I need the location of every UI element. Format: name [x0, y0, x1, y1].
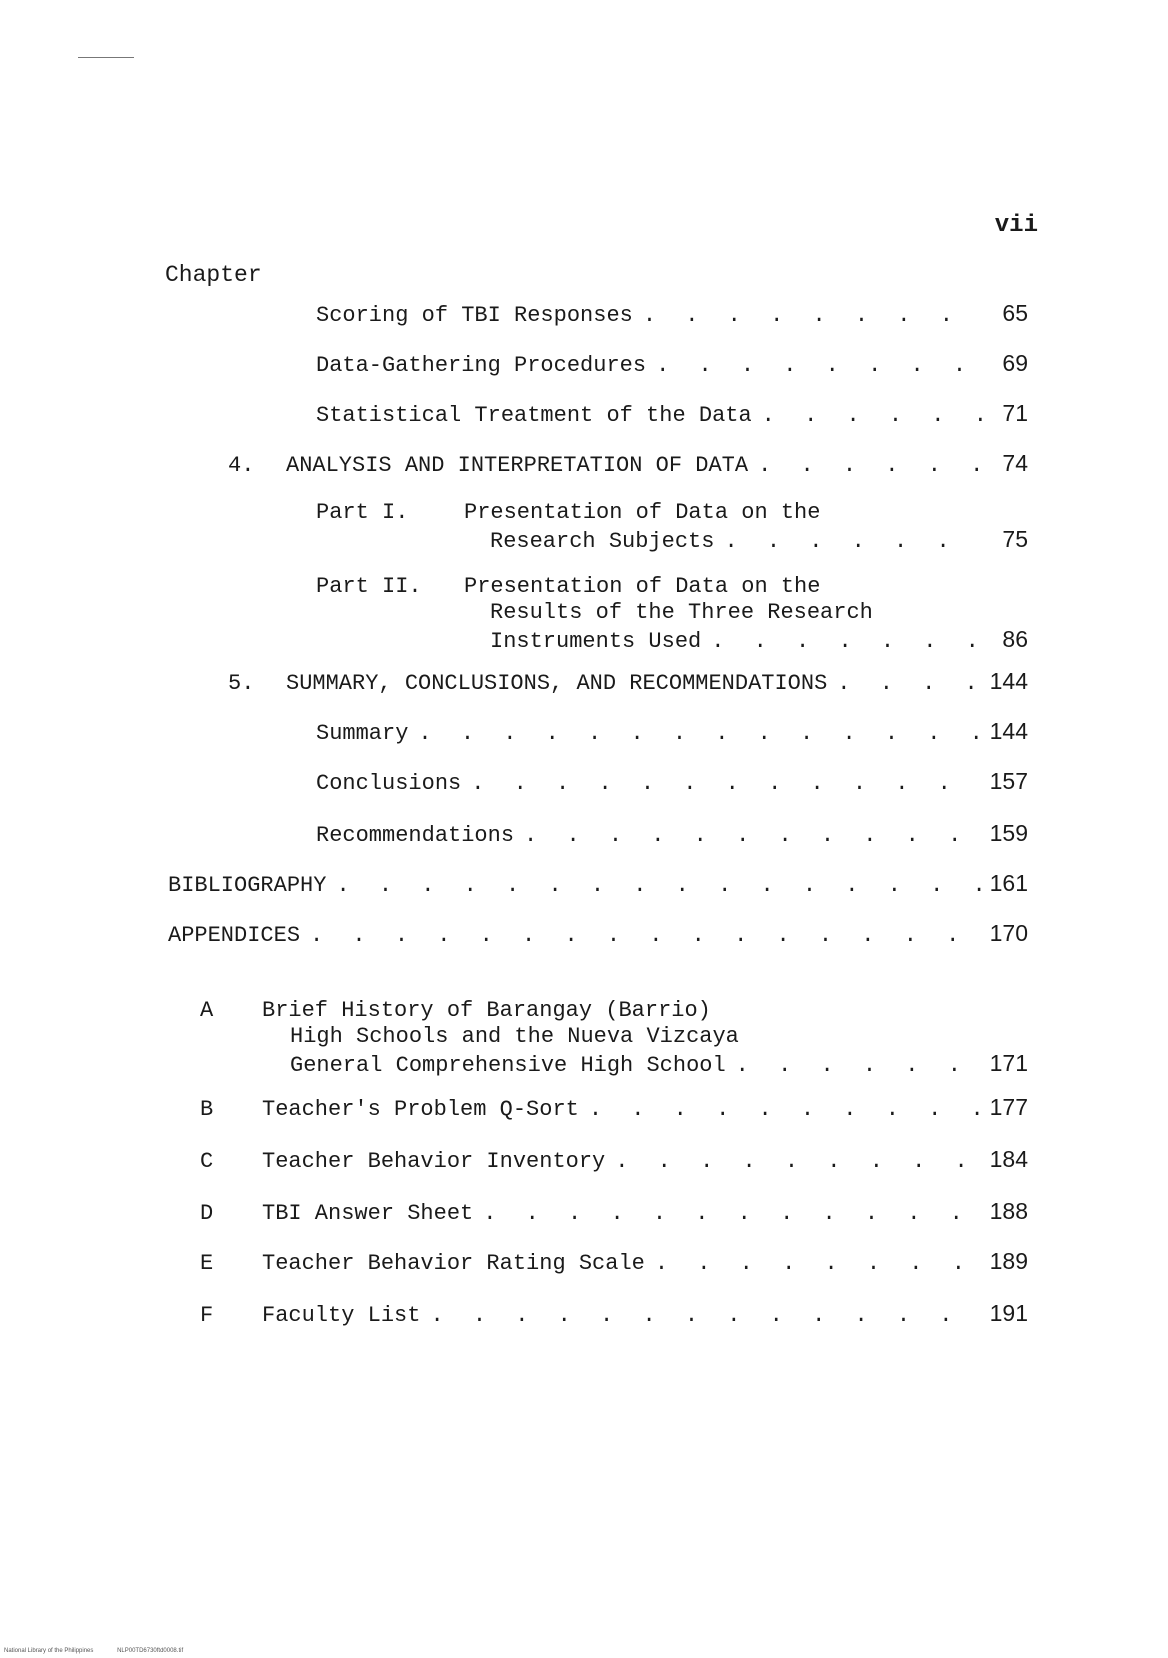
- toc-entry: [316, 820, 1028, 849]
- toc-top-entry: [168, 920, 1028, 949]
- leader-dots: [310, 923, 982, 949]
- entry-page: 191: [989, 1300, 1028, 1326]
- leader-dots: [736, 1053, 982, 1079]
- entry-title: TBI Answer Sheet: [262, 1201, 474, 1226]
- toc-entry: [316, 718, 1028, 747]
- toc-top-entry: [168, 870, 1028, 899]
- toc-entry: [316, 350, 1028, 379]
- toc-part-entry: [316, 574, 1028, 655]
- page-number: vii: [994, 212, 1038, 239]
- entry-page: 177: [989, 1094, 1028, 1120]
- entry-title: Data-Gathering Procedures: [316, 353, 647, 378]
- leader-dots: [655, 1251, 982, 1277]
- leader-dots: [430, 1303, 982, 1329]
- entry-title-continued: Results of the Three Research: [490, 600, 873, 625]
- leader-dots: [758, 453, 982, 479]
- entry-title-continued: Instruments Used: [490, 629, 702, 654]
- entry-page: 144: [989, 668, 1028, 694]
- leader-dots: [589, 1097, 982, 1123]
- entry-title-continued: High Schools and the Nueva Vizcaya: [290, 1024, 739, 1049]
- entry-title: Statistical Treatment of the Data: [316, 403, 752, 428]
- entry-title: Conclusions: [316, 771, 462, 796]
- entry-page: 74: [1002, 450, 1028, 476]
- entry-page: 188: [989, 1198, 1028, 1224]
- toc-appendix-entry: [200, 1300, 1028, 1329]
- top-rule: [78, 57, 134, 58]
- entry-page: 144: [989, 718, 1028, 744]
- leader-dots: [711, 629, 982, 655]
- entry-title: BIBLIOGRAPHY: [168, 873, 327, 898]
- toc-appendix-entry: [200, 1198, 1028, 1227]
- toc-chapter-entry: [228, 668, 1028, 697]
- part-number: Part I.: [316, 500, 409, 525]
- entry-page: 189: [989, 1248, 1028, 1274]
- entry-title: Presentation of Data on the: [464, 500, 821, 525]
- entry-title: Faculty List: [262, 1303, 421, 1328]
- entry-title: Brief History of Barangay (Barrio): [262, 998, 711, 1023]
- chapter-number: 4.: [228, 453, 255, 478]
- entry-title: Teacher's Problem Q-Sort: [262, 1097, 579, 1122]
- chapter-number: 5.: [228, 671, 255, 696]
- appendix-letter: F: [200, 1303, 214, 1328]
- appendix-letter: D: [200, 1201, 214, 1226]
- entry-title-continued: General Comprehensive High School: [290, 1053, 726, 1078]
- chapter-heading: Chapter: [165, 262, 262, 288]
- toc-entry: [316, 768, 1028, 797]
- entry-page: 184: [989, 1146, 1028, 1172]
- leader-dots: [471, 771, 982, 797]
- entry-page: 171: [989, 1050, 1028, 1076]
- entry-page: 159: [989, 820, 1028, 846]
- entry-page: 161: [989, 870, 1028, 896]
- appendix-letter: E: [200, 1251, 214, 1276]
- leader-dots: [724, 529, 982, 555]
- leader-dots: [615, 1149, 982, 1175]
- appendix-letter: C: [200, 1149, 214, 1174]
- toc-appendix-entry: [200, 1094, 1028, 1123]
- leader-dots: [643, 303, 982, 329]
- toc-entry: [316, 300, 1028, 329]
- entry-page: 65: [1002, 300, 1028, 326]
- leader-dots: [524, 823, 982, 849]
- appendix-letter: A: [200, 998, 214, 1023]
- entry-page: 157: [989, 768, 1028, 794]
- entry-title: Presentation of Data on the: [464, 574, 821, 599]
- toc-part-entry: [316, 500, 1028, 555]
- leader-dots: [656, 353, 982, 379]
- toc-appendix-entry: [200, 998, 1028, 1079]
- entry-page: 86: [1002, 626, 1028, 652]
- toc-appendix-entry: [200, 1146, 1028, 1175]
- entry-title-continued: Research Subjects: [490, 529, 715, 554]
- toc-entry: [316, 400, 1028, 429]
- entry-title: SUMMARY, CONCLUSIONS, AND RECOMMENDATIONS: [286, 671, 828, 696]
- entry-title: Teacher Behavior Rating Scale: [262, 1251, 645, 1276]
- entry-page: 75: [1002, 526, 1028, 552]
- entry-title: Recommendations: [316, 823, 515, 848]
- entry-title: Summary: [316, 721, 409, 746]
- footer-library: National Library of the Philippines: [4, 1648, 94, 1654]
- part-number: Part II.: [316, 574, 422, 599]
- entry-title: APPENDICES: [168, 923, 301, 948]
- leader-dots: [336, 873, 982, 899]
- leader-dots: [837, 671, 982, 697]
- appendix-letter: B: [200, 1097, 214, 1122]
- toc-chapter-entry: [228, 450, 1028, 479]
- entry-title: Scoring of TBI Responses: [316, 303, 633, 328]
- entry-page: 69: [1002, 350, 1028, 376]
- toc-appendix-entry: [200, 1248, 1028, 1277]
- entry-title: Teacher Behavior Inventory: [262, 1149, 606, 1174]
- footer-file: NLP00TD6730ftd0008.tif: [117, 1648, 184, 1654]
- leader-dots: [418, 721, 982, 747]
- entry-title: ANALYSIS AND INTERPRETATION OF DATA: [286, 453, 749, 478]
- entry-page: 71: [1002, 400, 1028, 426]
- leader-dots: [762, 403, 982, 429]
- entry-page: 170: [989, 920, 1028, 946]
- leader-dots: [483, 1201, 982, 1227]
- scan-footer: [4, 1648, 205, 1654]
